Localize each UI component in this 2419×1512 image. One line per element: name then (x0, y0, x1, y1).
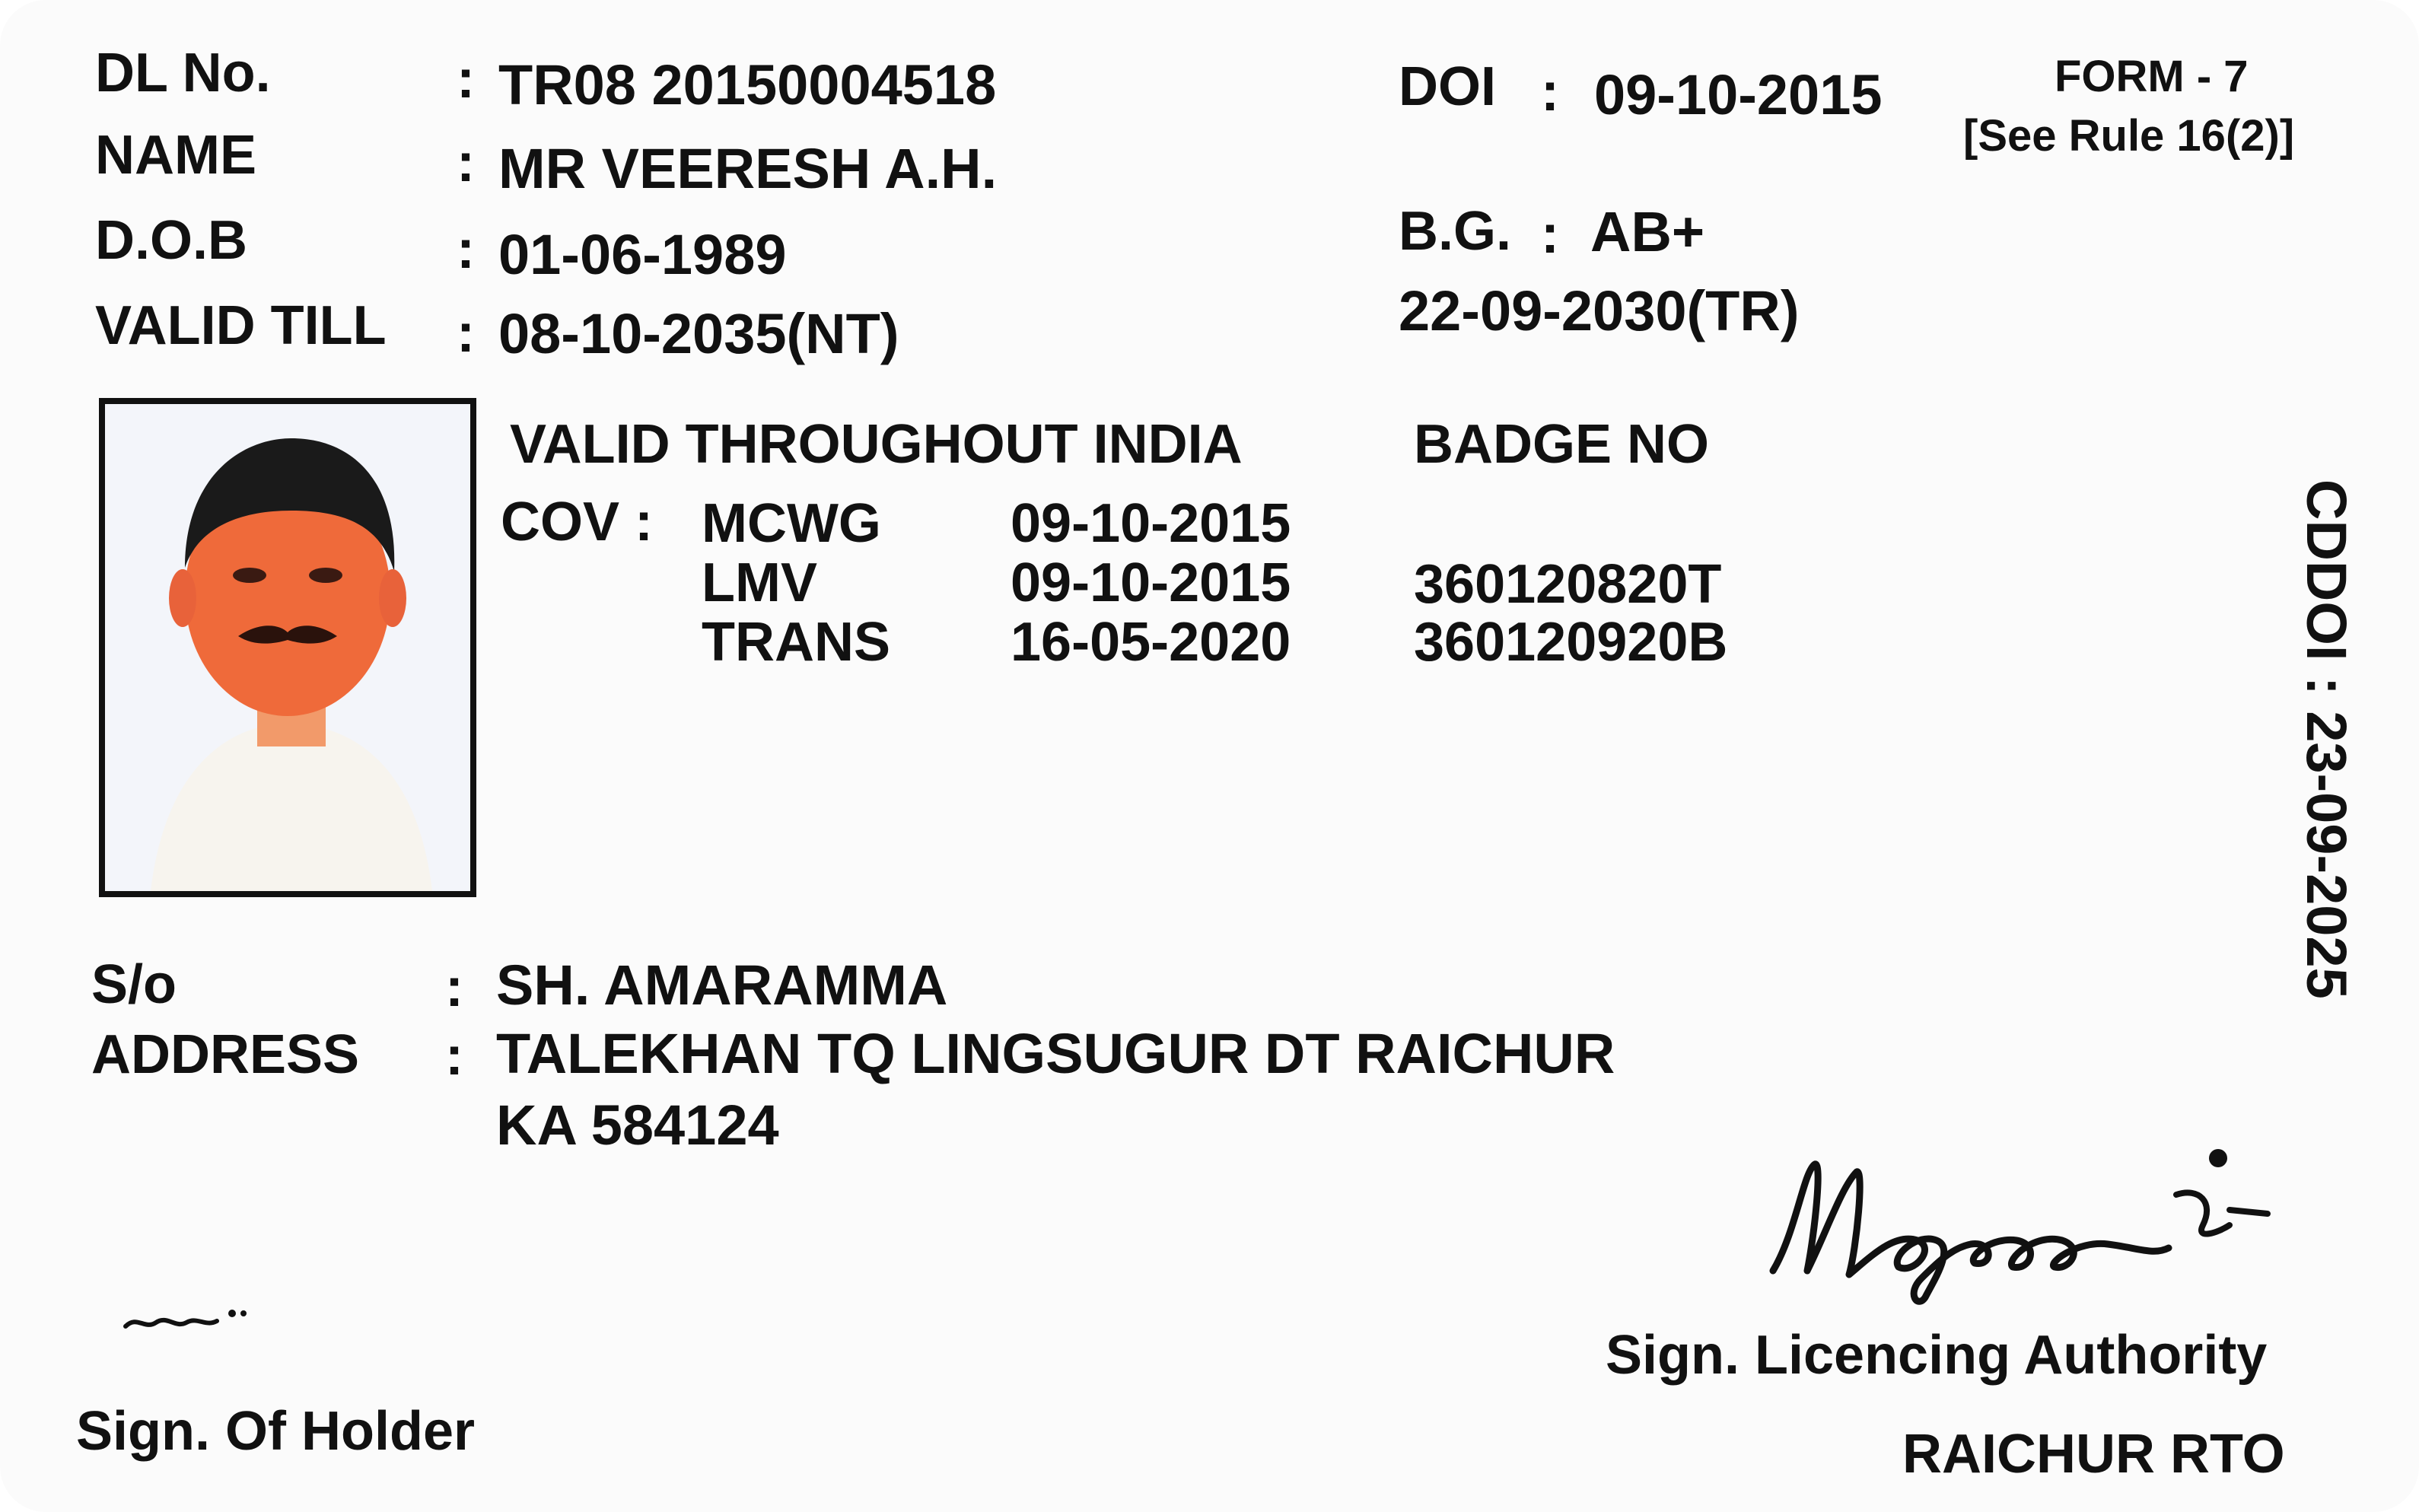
cov-class-trans: TRANS (702, 612, 890, 673)
dob-label: D.O.B (95, 210, 248, 271)
address-label: ADDRESS (91, 1024, 360, 1085)
dob-value: 01-06-1989 (498, 223, 787, 286)
dl-number-label: DL No. (95, 43, 271, 103)
blood-group-label: B.G. (1399, 201, 1512, 262)
doi-label: DOI (1399, 56, 1497, 117)
colon: : (457, 132, 475, 193)
cov-badge-lmv: 360120820T (1414, 554, 1722, 615)
rto-office: RAICHUR RTO (1902, 1424, 2285, 1485)
dl-number-value: TR08 20150004518 (498, 53, 997, 116)
cddoi-vertical: CDDOI : 23-09-2025 (2295, 479, 2358, 999)
transport-valid-till: 22-09-2030(TR) (1399, 279, 1800, 342)
colon: : (457, 219, 475, 280)
badge-no-label: BADGE NO (1414, 414, 1710, 475)
sign-licencing-authority-label: Sign. Licencing Authority (1606, 1325, 2268, 1386)
colon: : (445, 957, 463, 1018)
doi-value: 09-10-2015 (1594, 63, 1883, 126)
colon: : (445, 1026, 463, 1087)
cov-date-lmv: 09-10-2015 (1011, 552, 1291, 613)
colon: : (457, 49, 475, 110)
authority-signature (1743, 1141, 2290, 1309)
valid-throughout-india: VALID THROUGHOUT INDIA (510, 414, 1243, 475)
sign-of-holder-label: Sign. Of Holder (76, 1401, 476, 1462)
blood-group-value: AB+ (1590, 200, 1705, 263)
colon: : (1541, 62, 1559, 123)
cov-date-mcwg: 09-10-2015 (1011, 493, 1291, 554)
cov-class-mcwg: MCWG (702, 493, 881, 554)
address-line-1: TALEKHAN TQ LINGSUGUR DT RAICHUR (496, 1022, 1615, 1085)
son-of-value: SH. AMARAMMA (496, 953, 948, 1017)
valid-till-value: 08-10-2035(NT) (498, 302, 899, 365)
colon: : (457, 303, 475, 364)
holder-photo (99, 398, 476, 897)
cov-class-lmv: LMV (702, 552, 817, 613)
valid-till-label: VALID TILL (95, 295, 387, 356)
name-value: MR VEERESH A.H. (498, 137, 998, 200)
son-of-label: S/o (91, 954, 177, 1015)
cov-badge-trans: 360120920B (1414, 612, 1728, 673)
name-label: NAME (95, 125, 256, 186)
colon: : (1541, 204, 1559, 265)
cov-label: COV : (501, 492, 654, 552)
holder-signature-mark (122, 1300, 251, 1338)
form-rule: [See Rule 16(2)] (1963, 111, 2295, 161)
cov-date-trans: 16-05-2020 (1011, 612, 1291, 673)
address-line-2: KA 584124 (496, 1093, 779, 1157)
form-title: FORM - 7 (2055, 52, 2249, 101)
